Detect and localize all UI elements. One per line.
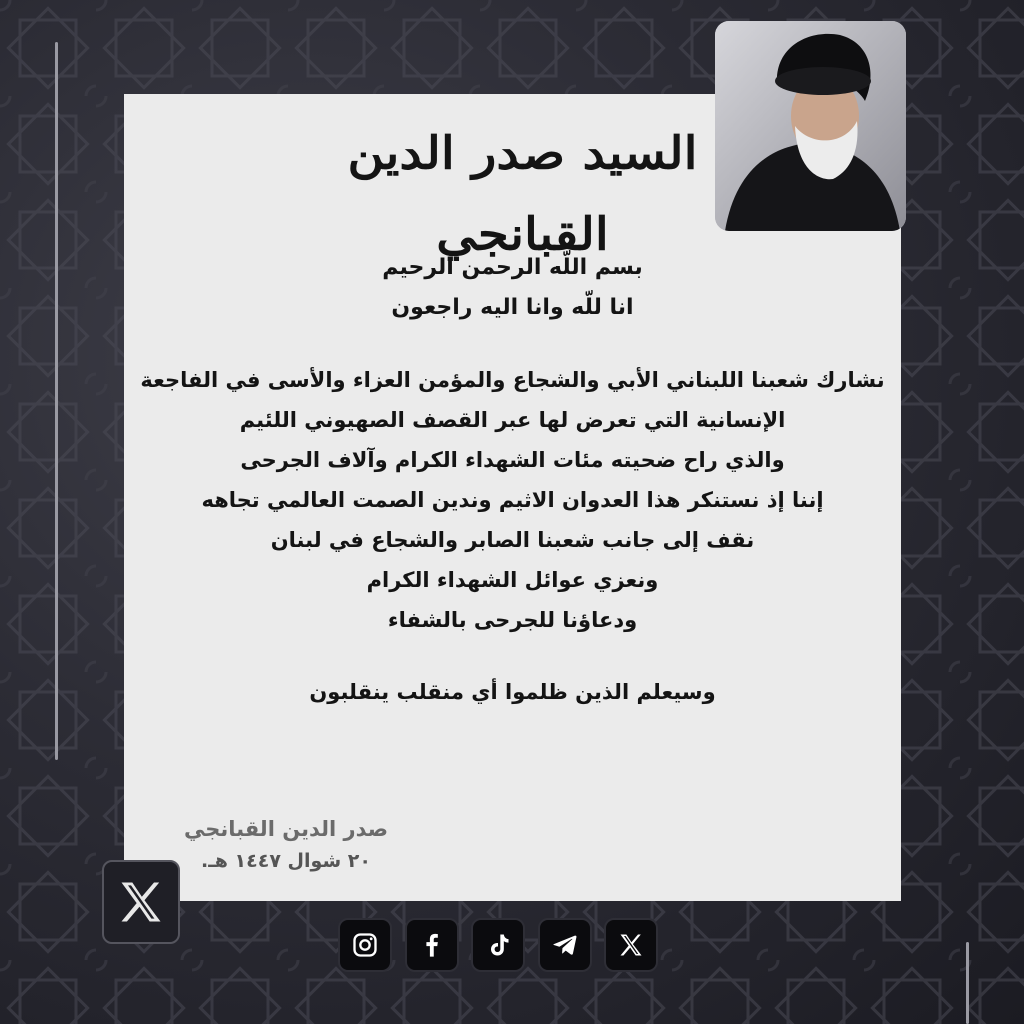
signature-block [176,812,396,876]
closing-verse: وسيعلم الذين ظلموا أي منقلب ينقلبون [309,680,716,704]
istirja-line: انا للّه وانا اليه راجعون [391,295,634,320]
x-logo-icon [115,876,167,928]
facebook-link[interactable] [405,918,459,972]
paragraph-line: نقف إلى جانب شعبنا الصابر والشجاع في لبنان [270,528,755,552]
telegram-link[interactable] [538,918,592,972]
social-links [338,918,658,972]
portrait-photo [715,21,906,231]
tiktok-icon [484,931,512,959]
calligraphy-title: السيد صدر الدين القبانجي [347,126,698,261]
paragraph-line: إننا إذ نستنكر هذا العدوان الاثيم وندين الصمت العالمي تجاهه [201,488,824,512]
decorative-vertical-line-right [966,942,969,1024]
paragraph-line: والذي راح ضحيته مئات الشهداء الكرام وآلاف الجرحى [240,448,785,472]
tiktok-link[interactable] [471,918,525,972]
x-icon [617,931,645,959]
signature-name: صدر الدين القبانجي [183,817,389,841]
instagram-link[interactable] [338,918,392,972]
basmala-line: بسم اللّه الرحمن الرحيم [382,255,643,280]
paragraph-line: نشارك شعبنا اللبناني الأبي والشجاع والمؤمن العزاء والأسى في الفاجعة [140,368,885,392]
paragraph-line: ونعزي عوائل الشهداء الكرام [366,568,659,592]
paragraph-line: ودعاؤنا للجرحى بالشفاء [387,608,638,632]
decorative-vertical-line-left [55,42,58,760]
x-link[interactable] [604,918,658,972]
paragraph-line: الإنسانية التي تعرض لها عبر القصف الصهيوني اللئيم [239,408,786,432]
statement-text [124,248,901,712]
x-badge[interactable] [102,860,180,944]
instagram-icon [351,931,379,959]
facebook-icon [418,931,446,959]
signature-date: ٢٠ شوال ١٤٤٧ هـ. [201,850,371,872]
telegram-icon [551,931,579,959]
